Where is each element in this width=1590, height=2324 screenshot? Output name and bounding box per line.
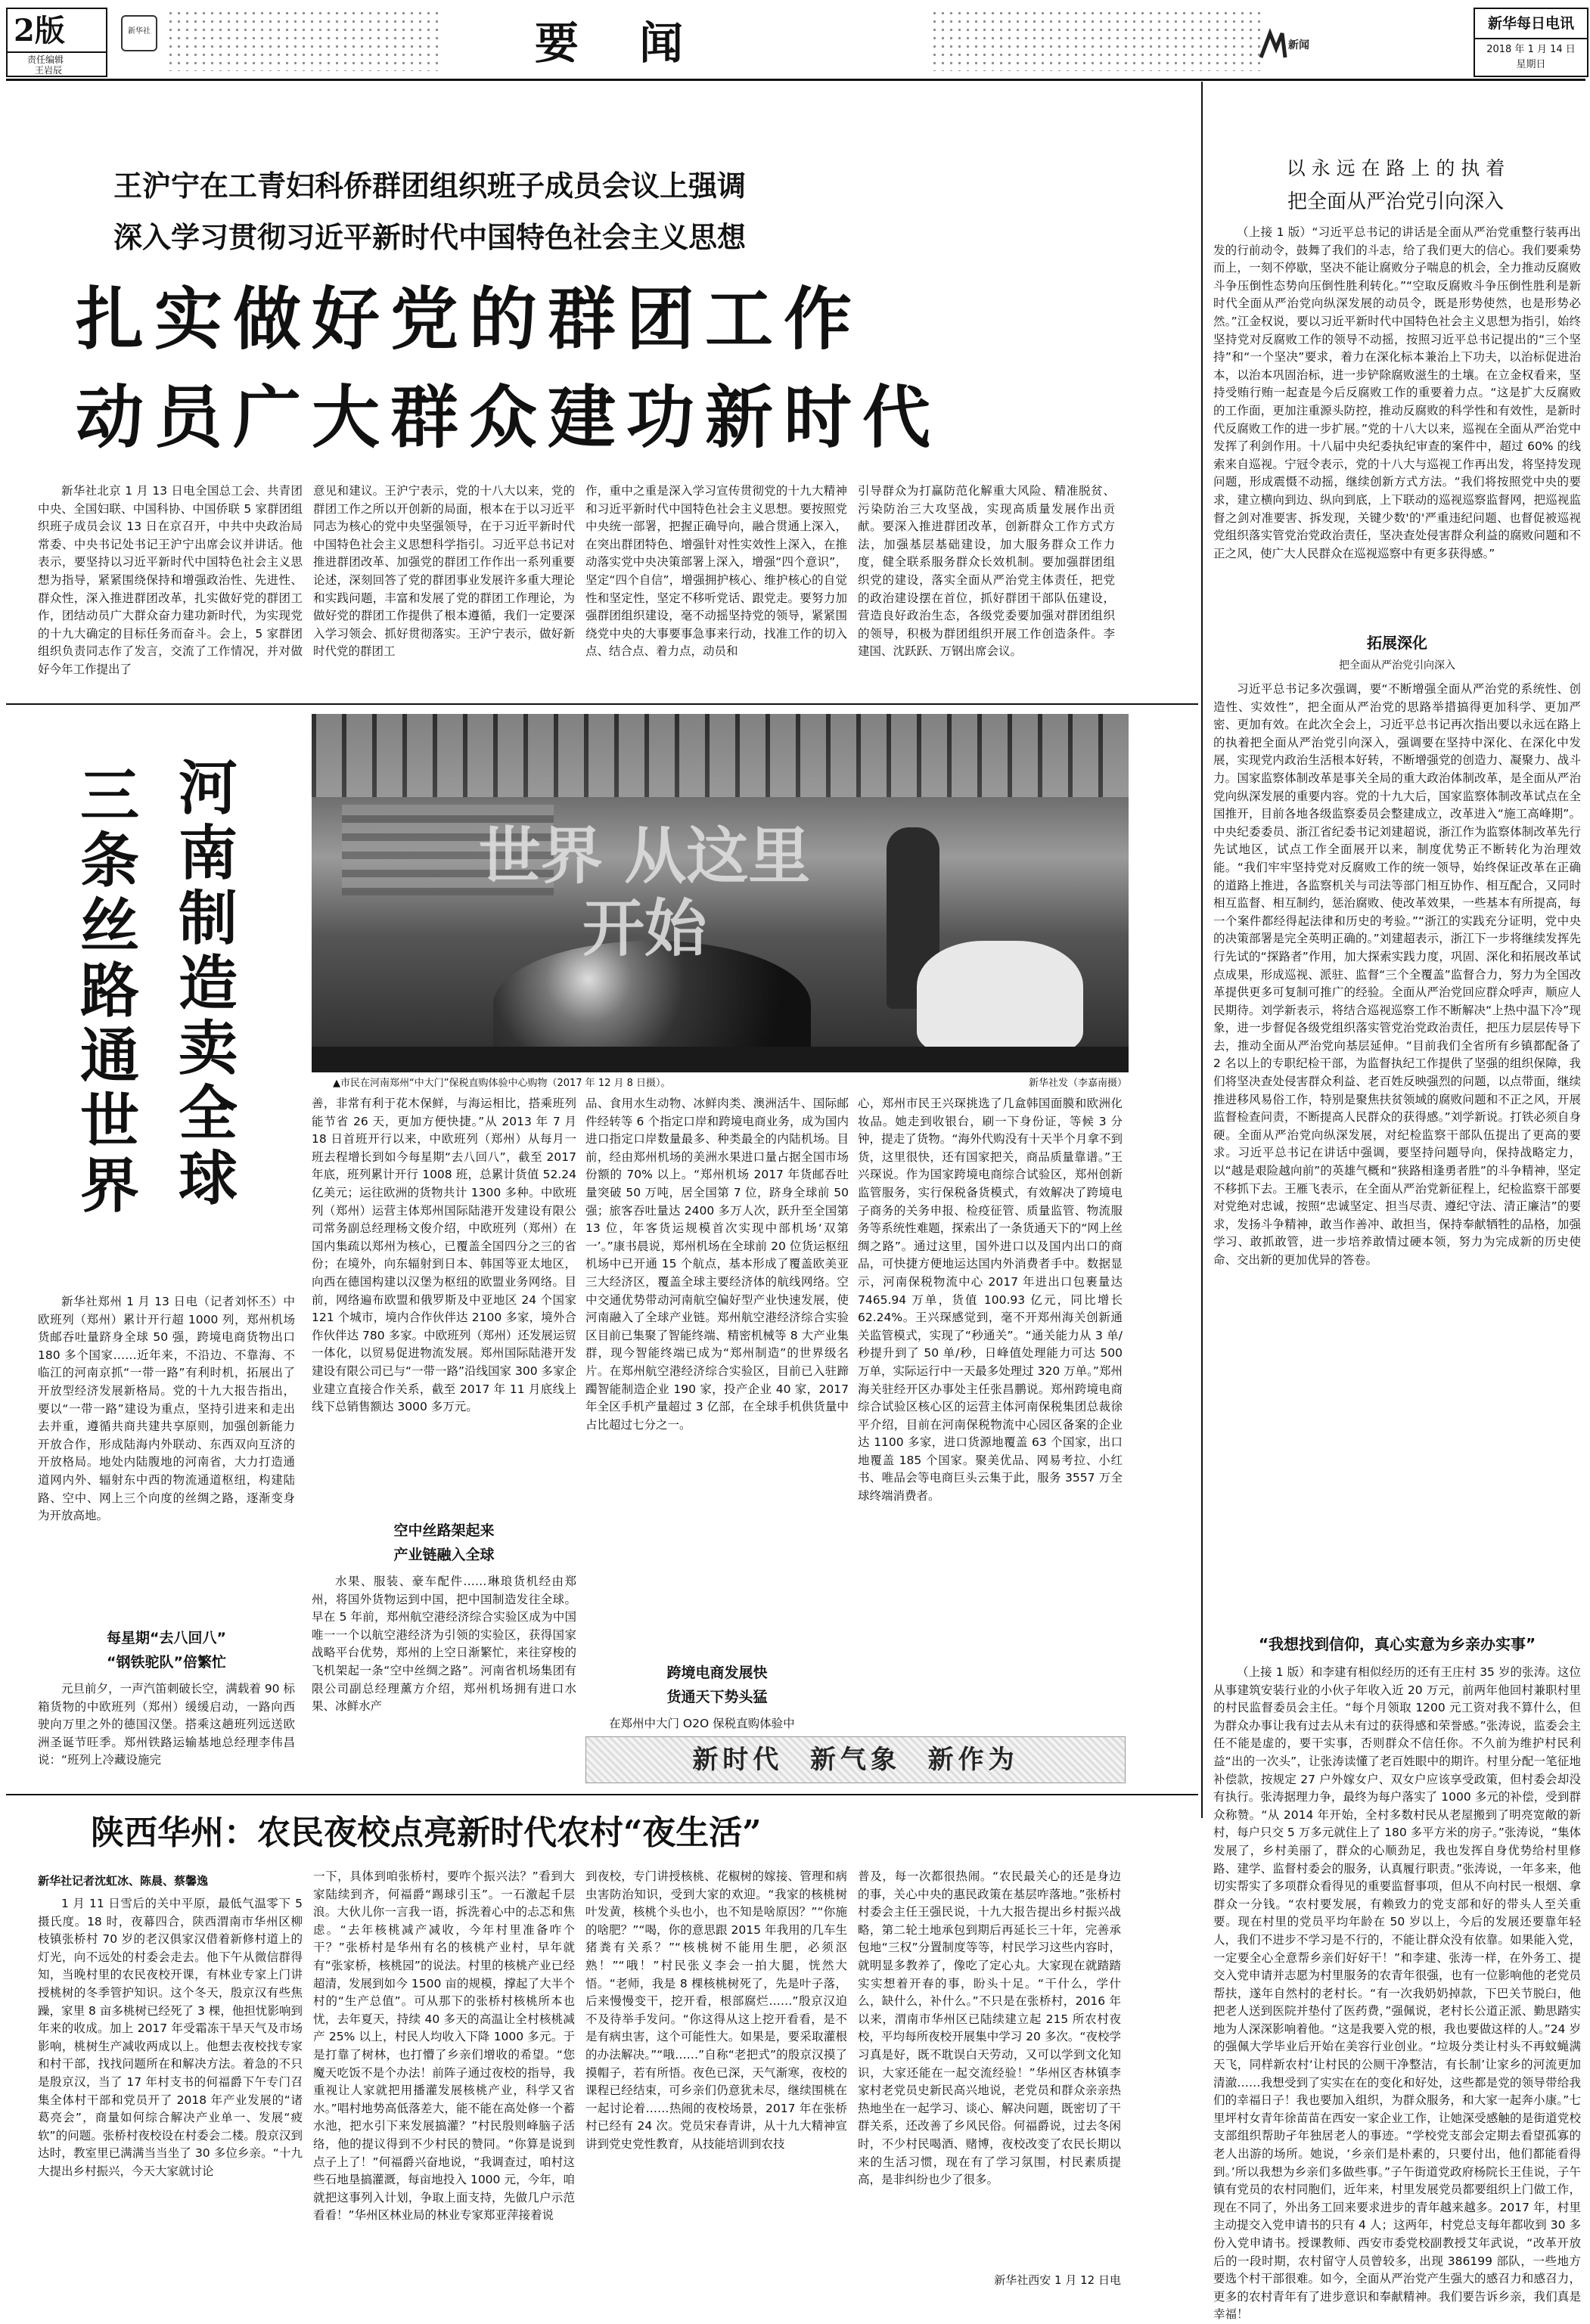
news-logo-icon (1259, 30, 1312, 61)
right-text-1-body: （上接 1 版）“习近平总书记的讲话是全面从严治党重整行装再出发的行前动令，鼓舞了我们的斗志，给了我们更大的信心。我们要乘势而上，一刻不停歇，坚决不能让腐败分子喘息的机会，全力推动反腐败斗争压倒性态势向压倒性胜利转化。”“空取反腐败斗争压倒性胜利是新时代全面从严治党向纵深发展的动员令，既是形势使然，也是形势必然。”江金权说，要以习近平新时代中国特色社会主义思想为指引，始终坚持党对反腐败工作的领导不动摇，按照习近平总书记提出的“三个坚持”和“一个坚决”要求，着力在深化标本兼治上下功夫，以治标促进治本，以治本巩固治标，进一步铲除腐败滋生的土壤。在立金权看来，坚持受贿行贿一起查是今后反腐败工作的重要着力点。“这是扩大反腐败的工作面，更加注重源头防控，推动反腐败的科学性和有效性，是新时代反腐败工作的进一步扩展。”党的十八大以来，巡视在全面从严治党中发挥了利剑作用。十八届中央纪委执纪审查的案件中，超过 60% 的线索来自巡视。宁冠令表示，党的十八大与巡视工作再出发，将坚持发现问题，形成震慑不动摇，继续创新方式方法。“我们将按照党中央的要求，建立横向到边、纵向到底，上下联动的巡视巡察监督网，把巡视监督之剑对准要害、拆发现，关键少数'的'严重违纪问题、也督促被巡视党组织落实管党治党政治责任，坚决查处侵害群众利益的腐败问题和不正之风，使广大人民群众在巡视巡察中有更多获得感。” (1213, 225, 1581, 560)
shaanxi-sign: 新华社西安 1 月 12 日电 (994, 2273, 1121, 2287)
shaanxi-col-3 (585, 1868, 847, 2290)
market-photo (312, 714, 1129, 1072)
henan-col-b-text: 善，非常有利于花木保鲜，与海运相比，搭乘班列能节省 26 天，更加方便快捷。”从 2013 年 7 月 18 日首班开行以来，中欧班列（郑州）从每月一班去程增长到如今每星期“去八回八”，截至 2017 年底，班列累计开行 1008 班，总累计货值 52.24 亿美元；运往欧洲的货物共计 1300 多种。中欧班列（郑州）运营主体郑州国际陆港开发建设有限公司常务副总经理杨文俊介绍，中欧班列（郑州）在国内集疏以郑州为核心，已覆盖全国四分之三的省份；在境外，向东辐射到日本、韩国等亚太地区，向西在德国构建以汉堡为枢纽的欧盟业务网络。目前，网络遍布欧盟和俄罗斯及中亚地区 24 个国家 121 个城市，境内合作伙伴达 2100 多家，境外合作伙伴达 780 多家。中欧班列（郑州）还发展运贸一体化，以贸易促进物流发展。郑州国际陆港开发建设有限公司已与“一带一路”沿线国家 300 多家企业建立直接合作关系，截至 2017 年 11 月底线上线下总销售额达 3000 多万元。 (312, 1097, 577, 1414)
shaanxi-col-2 (313, 1868, 575, 2290)
svg-text:新闻: 新闻 (1288, 39, 1309, 51)
henan-col-c (585, 1095, 849, 1643)
henan-sub-a1: 每星期“去八回八” (107, 1630, 226, 1646)
henan-col-c2-text: 在郑州中大门 O2O 保税直购体验中 (609, 1717, 795, 1730)
right-text-3-body: （上接 1 版）和李建有相似经历的还有王庄村 35 岁的张涛。这位从事建筑安装行业的小伙子年收入近 20 万元，前两年他回村兼职村里的村民监督委员会主任。“每个月领取 1200 元工资对我不算什么，但为群众办事让我有过去从未有过的获得感和荣誉感。”张涛说，监委会主任不能是虚的，要干实事，否则群众不信任你。不久前为维护村民利益“出的一次头”，让张涛读懂了老百姓眼中的期许。村里分配一笔征地补偿款，按规定 27 户外嫁女户、双女户应该享受政策，但村委会却没有执行。张涛据理力争，最终为每户落实了 1000 多元的补偿，受到群众称赞。“从 2014 年开始，全村多数村民从老屋搬到了明亮宽敞的新村，每户只交 5 万多元就住上了 180 多平方米的房子。”张涛说，“集体发展了，乡村美丽了，群众的心顺劲足，我也发挥自身优势给村里修路、建学、监督村委会的服务，认真履行职责。”张涛说，一年多来，他切实帮实了多项群众看得见的重要监督事项，但从不向村民一根烟、拿群众一分钱。“农村要发展，有赖致力的党支部和好的带头人至关重要。现在村里的党员平均年龄在 50 岁以上，今后的发展还要靠年轻人，我们不进步不学习是不行的，不能让群众没有依靠。如果能入党，一定要全心全意帮乡亲们好好干！”和李建、张涛一样，在外务工、提交入党申请并志愿为村里服务的农青年很强，也有一位影响他的老党员帮扶，遂年自然村的老村长。“有一次我奶奶掉款，下巴关节脱臼，他把老人送到医院并垫付了医药费，”强佩说，老村长公道正派、勤思踏实地为人深深影响着他。“这是我要入党的根，我也要做这样的人。”24 岁的强佩大学毕业后开始在美容行业创业。“垃圾分类让村头不再蚊蝇满天飞，同样新农村‘让村民的公厕干净整洁，有长制’让家乡的河流更加清澈……我想受到了实实在在的变化和好处，这些都是党的领导带给我们的幸福日子！我也要加入组织，为群众服务，和大家一起奔小康。”七里坪村女青年徐苗苗在西安一家企业工作，让她深受感触的是街道党校支部组织帮助孑年独居老人的事迹。“学校党支部会定期去看望孤寡的老人出游的场所。她说，‘乡亲们是朴素的，只要付出，他们都能看得到。’所以我想为乡亲们多做些事。”子午街道党政府杨院长王佳说，子午镇有党员的农村同胞们，近年来，村里发展党员都要组织上门做工作，现在不同了，外出务工回来要求进步的青年越来越多。2017 年，村里主动提交入党申请书的只有 4 人；这两年，村党总支每年都收到 30 多份入党申请书。授课教师、西安市委党校副教授艾年武说，“改革开放后的一段时期，农村留守人员曾较多，出现 386199 部队，一些地方要选个村干部很难。如今，全面从严治党产生强大的感召力和感召力，更多的农村青年有了进步意识和奉献精神。我们要告诉乡亲，我们真是幸福！ (1213, 1665, 1581, 2322)
photo-credit: 新华社发（李嘉南摄） (1028, 1078, 1127, 1089)
right-sub-1-small: 把全面从严治党引向深入 (1339, 659, 1455, 672)
henan-col-a-text: 新华社郑州 1 月 13 日电（记者刘怀丕）中欧班列（郑州）累计开行超 1000 列，郑州机场货邮吞吐量跻身全球 50 强，跨境电商货物出口 180 多个国家……近年来，不沿边、不靠海、不临江的河南京抓“一带一路”有利时机，拓展出了开放型经济发展新格局。党的十九大报告指出，要以“一带一路”建设为重点，坚持引进来和走出去并重，遵循共商共建共享原则，加强创新能力开放合作，形成陆海内外联动、东西双向互济的开放格局。地处内陆腹地的河南省，大力打造通道网内外、辐射东中西的物流通道枢纽，构建陆路、空中、网上三个向度的丝绸之路，逐渐变身为开放高地。 (38, 1295, 295, 1523)
masthead-dot-pattern-right (930, 9, 1263, 71)
slogan-banner-text: 新时代 新气象 新作为 (692, 1745, 1019, 1775)
right-text-1 (1213, 224, 1581, 617)
henan-col-b2-text: 水果、服装、豪车配件……琳琅货机经由郑州，将国外货物运到中国，把中国制造发往全球。早在 5 年前，郑州航空港经济综合实验区成为中国唯一一个以航空港经济为引领的实验区，获得国家战略平台优势，郑州的上空日渐繁忙，来往穿梭的飞机架起一条“空中丝绸之路”。河南省机场集团有限公司副总经理薰方介绍，郑州机场拥有进口水果、冰鲜水产 (312, 1575, 576, 1714)
lead-col-1-text: 新华社北京 1 月 13 日电全国总工会、共青团中央、全国妇联、中国科协、中国侨联 5 家群团组织班子成员会议 13 日在京召开，中共中央政治局常委、中央书记处书记王沪宁出席会议并讲话。他表示，要坚持以习近平新时代中国特色社会主义思想为指导，紧紧围绕保持和增强政治性、先进性、群众性，深入推进群团改革，扎实做好党的群团工作，团结动员广大群众奋力建功新时代，为实现党的十九大确定的目标任务而奋斗。会上，5 家群团组织负责同志作了发言，交流了工作情况，并对做好今年工作提出了 (38, 484, 303, 676)
page-number-box (6, 8, 107, 77)
henan-sub-a2: “钢铁驼队”倍繁忙 (107, 1654, 226, 1671)
shaanxi-col-2-text: 一下，具体到咱张桥村，要咋个振兴法？”看到大家陆续到齐，何福爵“踢球引玉”。一石激起千层浪。大伙儿你一言我一语，拆洗着心中的忐忑和焦虑。“去年核桃减产减收，今年村里准备咋个干？”张桥村是华州有名的核桃产业村，早年就有“张家桥，核桃园”的说法。村里的核桃产业已经超清，发展到如今 1500 亩的规模，撑起了大半个村的“生产总值”。可从那下的张桥村核桃所本也忧，去年夏天，持续 40 多天的高温让全村核桃减产 25% 以上，村民人均收入下降 1000 多元。于是打靠了树林，也打懵了乡亲们增收的希望。“您魔天吃饭不是个办法！前阵子通过夜校的指导，我重视让人家就把用播灌发展核桃产业，科学又省水。”唱村地势高低落差大，能不能在高处修一个蓄水池，把水引下来发展搞灌？”村民殷则峰脑子活络，他的提议得到不少村民的赞同。“你算是说到点子上了！”何福爵兴奋地说，“我调查过，咱村这些石地垦搞灌溉，每亩地投入 1000 元，今年，咱就把这事列入计划，争取上面支持，先做几户示范看看！”华州区林业局的林业专家郑亚萍接着说 (313, 1869, 575, 2223)
masthead-rule (6, 79, 1585, 81)
shaanxi-col-1 (38, 1895, 303, 2290)
henan-col-c-text: 品、食用水生动物、冰鲜肉类、澳洲活牛、国际邮件经转等 6 个指定口岸和跨境电商业务，成为国内进口指定口岸数量最多、种类最全的内陆机场。目前，经由郑州机场的美洲水果进口量占据全国市场份额的 70% 以上。“郑州机场 2017 年货邮吞吐量突破 50 万吨，居全国第 7 位，跻身全球前 50 强；旅客吞吐量达 2400 多万人次，跃升至全国第 13 位，年客货运规模首次实现中部机场‘双第一’。”康书晨说，郑州机场在全球前 20 位货运枢纽机场中已开通 15 个航点，基本形成了覆盖欧美亚三大经济区，覆盖全球主要经济体的航线网络。空中交通优势带动河南航空偏好型产业快速发展，使河南融入了全球产业链。郑州航空港经济综合实验区目前已集聚了智能终端、精密机械等 8 大产业集群，现今智能终端已成为“郑州制造”的世界级名片。在郑州航空港经济综合实验区，目前已入驻蹄躅智能制造企业 190 家，投产企业 40 家，2017 年全区手机产量超过 3 亿部，在全球手机供货量中占比超过七分之一。 (585, 1097, 849, 1432)
lead-title-2: 动员广大群众建功新时代 (76, 378, 941, 458)
henan-title-1: 河南制造卖全球 (178, 754, 238, 1213)
issue-weekday: 星期日 (1516, 59, 1546, 70)
issue-date: 2018 年 1 月 14 日 (1486, 44, 1576, 55)
shaanxi-col-3-text: 到夜校，专门讲授核桃、花椒树的嫁接、管理和病虫害防治知识，受到大家的欢迎。“我家的核桃树叶发黄，核桃个头也小，也不知是啥原因？”“你施的啥肥？”“喝，你的意思跟 2015 年我用的几车生猪粪有关系？”“核桃树不能用生肥，必须沤熟！”“哦！”村民张义李会一拍大腿，恍然大悟。“老师，我是 8 棵核桃树死了，先是叶子落，后来慢慢变干，挖开看，根部腐烂……”殷京汉迫不及待举手发问。“你这得从这上挖开看看，是不是有病虫害，这个可能性大。如果是，要采取灌根的办法解决。”“哦……”自称“老把式”的殷京汉摸了摸帽子，若有所悟。夜色已深，天气渐寒，夜校的课程已经结束，可乡亲们仍意犹未尽，继续围桃在一起讨论着……热闹的夜校场景，2017 年在张桥村已经有 24 次。党员宋春青讲，从十九大精神宣讲到党史党性教育，从技能培训到农技 (585, 1869, 847, 2151)
lead-subtitle-2: 深入学习贯彻习近平新时代中国特色社会主义思想 (113, 220, 747, 254)
lead-col-1 (38, 482, 303, 697)
henan-col-b2 (312, 1573, 576, 1771)
right-text-2-body: 习近平总书记多次强调，要“不断增强全面从严治党的系统性、创造性、实效性”，把全面从严治党的思路举措搞得更加科学、更加严密、更加有效。在此次全会上，习近平总书记再次指出要以永远在路上的执着把全面从严治党引向深入，强调要在坚持中深化、在深化中发展，实现党内政治生活根本好转，不断增强党的创造力、凝聚力、战斗力。国家监察体制改革是事关全局的重大政治体制改革，是全面从严治党向纵深发展的重要内容。党的十九大后，国家监察体制改革试点在全国推开，目前各地各级监察委员会整建成立，改革进入“施工高峰期”。中央纪委委员、浙江省纪委书记刘建超说，浙江作为监察体制改革先行先试地区，试点工作全面展开以来，制度优势正不断转化为治理效能。“我们牢牢坚持党对反腐败工作的统一领导，始终保证改革在正确的道路上推进，各监察机关与司法等部门相互协作、相互配合，又同时相互监督、相互制约，惩治腐败、使改革效果，一些基本有所提高，每一个案件都经得起法律和历史的考验。”“浙江的实践充分证明，党中央的决策部署是完全英明正确的。”刘建超表示，浙江下一步将继续发挥先行先试的“探路者”作用，加大探索实践力度，巩固、深化和拓展改革试点成果，形成巡视、派驻、监督“三个全覆盖”监督合力，努力为全国改革提供更多可复制可推广的经验。全面从严治党回应群众呼声，顺应人民期待。刘学新表示，将结合巡视巡察工作不断解决“上热中温下冷”现象，进一步督促各级党组织落实管党治党政治责任，把压力层层传导下去，推动全面从严治党向基层延伸。“目前我们全省所有乡镇都配备了 2 名以上的专职纪检干部，为监督执纪工作提供了坚强的组织保障，我们将坚决查处侵害群众利益、老百姓反映强烈的问题，以点带面，继续推进移风易俗工作，特别是聚焦扶贫领域的腐败问题和不正之风，开展监督检查问责，不断提高人民群众的获得感。”刘学新说。打铁必须自身硬。全面从严治党向纵深发展，对纪检监察干部队伍提出了更高的要求。习近平总书记在讲话中强调，要坚持问题导向，保持战略定力，以“越是艰险越向前”的英雄气概和“狭路相逢勇者胜”的斗争精神，坚定不移抓下去。王雁飞表示，在全面从严治党新征程上，纪检监察干部要对党绝对忠诚，按照“忠诚坚定、担当尽责、遵纪守法、清正廉洁”的要求，发扬斗争精神，敢当作善冲、敢担当，保持奉献牺牲的品格，加强学习、敢抓敢管，进一步培养敢情过硬本领，努力为完成新的历史使命、交出新的更加优异的答卷。 (1213, 682, 1581, 1267)
henan-col-c2 (585, 1715, 849, 1738)
henan-col-a2 (38, 1680, 295, 1771)
slogan-banner (585, 1736, 1126, 1783)
shaanxi-col-1-text: 1 月 11 日雪后的关中平原，最低气温零下 5 摄氏度。18 时，夜幕四合，陕西渭南市华州区柳枝镇张桥村 70 岁的老汉俱家汉借着新修村道上的灯光，向不远处的村委会走去。他下午从微信群得知，当晚村里的农民夜校开课，有林业专家上门讲授桃树的冬季管护知识。这个冬天，殷京汉有些焦躁，家里 8 亩多桃树已经死了 3 棵，他担忧影响到年来的收成。加上 2017 年受霜冻干旱天气及市场影响，桃树生产减收两成以上。他想去夜校找专家和村干部，找找问题所在和解决方法。着急的不只是殷京汉，当了 17 年村支书的何福爵下午专门召集全体村干部和党员开了 2018 年产业发展的“诸葛亮会”，商量如何综合解决产业单一、发展“疲软”的问题。张桥村夜校设在村委会二楼。殷京汉到达时，教室里已满满当当坐了 30 多位乡亲。“十九大提出乡村振兴，今天大家就讨论 (38, 1897, 303, 2178)
right-sub-2: “我想找到信仰，真心实意为乡亲办实事” (1258, 1635, 1536, 1653)
lead-col-4-text: 引导群众为打赢防范化解重大风险、精准脱贫、污染防治三大攻坚战，实现高质量发展作出贡献。要深入推进群团改革，创新群众工作方式方法，加强基层基础建设，加大服务群众工作力度，健全联系服务群众长效机制。要加强群团组织党的建设，落实全面从严治党主体责任，把党的政治建设摆在首位，抓好群团干部队伍建设，营造良好政治生态，各级党委要加强对群团组织的领导，积极为群团组织开展工作创造条件。李建国、沈跃跃、万钢出席会议。 (858, 484, 1115, 659)
right-text-3 (1213, 1664, 1581, 2322)
shaanxi-title: 陕西华州：农民夜校点亮新时代农村“夜生活” (91, 1814, 762, 1852)
henan-title-2: 三条丝路通世界 (79, 762, 139, 1221)
main-vertical-rule (1201, 82, 1203, 1818)
xinhua-mark: 新华社 (128, 27, 151, 36)
masthead-right-box (1474, 8, 1588, 77)
photo-sign-text: 世界 从这里开始 (478, 820, 811, 965)
lead-col-2-text: 意见和建议。王沪宁表示，党的十八大以来，党的群团工作之所以开创新的局面，根本在于以习近平同志为核心的党中央坚强领导，在于习近平新时代中国特色社会主义思想科学指引。习近平总书记对推进群团改革、加强党的群团工作作出一系列重要论述，深刻回答了党的群团事业发展许多重大理论和实践问题，丰富和发展了党的群团工作理论，为做好党的群团工作提供了根本遵循，我们一定要深入学习领会、抓好贯彻落实。王沪宁表示，做好新时代党的群团工 (313, 484, 575, 659)
photo-caption: ▲市民在河南郑州“中大门”保税直购体验中心购物（2017 年 12 月 8 日摄）。 (333, 1078, 671, 1089)
editor-label: 责任编辑 (27, 54, 64, 65)
lead-col-3 (585, 482, 847, 697)
shaanxi-byline: 新华社记者沈虹冰、陈晨、蔡馨逸 (38, 1874, 209, 1888)
right-subtitle-2: 把全面从严治党引向深入 (1287, 191, 1504, 213)
page-number: 2版 (14, 13, 65, 48)
lead-col-4 (858, 482, 1115, 697)
henan-sub-b1: 空中丝路架起来 (393, 1522, 495, 1539)
lead-col-2 (313, 482, 575, 697)
xinhua-logo (121, 15, 157, 51)
shaanxi-col-4 (858, 1868, 1121, 2269)
henan-sub-b2: 产业链融入全球 (393, 1547, 495, 1563)
news-logo (1259, 30, 1312, 61)
right-subtitle-1: 以 永 远 在 路 上 的 执 着 (1286, 157, 1505, 179)
henan-col-d (858, 1095, 1123, 1730)
henan-col-b (312, 1095, 576, 1513)
lead-bottom-rule (6, 703, 1198, 705)
masthead-dot-pattern (166, 9, 439, 71)
lead-subtitle-1: 王沪宁在工青妇科侨群团组织班子成员会议上强调 (113, 169, 747, 203)
shaanxi-top-rule (6, 1794, 1198, 1795)
right-sub-1: 拓展深化 (1367, 634, 1427, 652)
brand-name: 新华每日电讯 (1487, 15, 1574, 32)
right-text-2 (1213, 681, 1581, 1618)
section-title: 要 闻 (534, 17, 706, 69)
henan-col-a2-text: 元旦前夕，一声汽笛刺破长空，满载着 90 标箱货物的中欧班列（郑州）缓缓启动，一路向西驶向万里之外的德国汉堡。搭乘这趟班列远送欧洲圣诞节旺季。郑州铁路运输基地总经理李伟昌说：“班列上冷藏设施完 (38, 1682, 295, 1767)
henan-col-d-text: 心，郑州市民王兴琛挑选了几盒韩国面膜和欧洲化妆品。她走到收银台，刷一下身份证，等候 3 分钟，提走了货物。“海外代购没有十天半个月拿不到货，这里很快，还有国家把关，商品质量靠谱。”王兴琛说。作为国家跨境电商综合试验区，郑州创新监管服务，实行保税备货模式，有效解决了跨境电子商务的关务申报、检疫征管、质量监管、物流服务等系统性难题，探索出了一条货通天下的“网上丝绸之路”。通过这里，国外进口以及国内出口的商品，可快捷方便地运达国内外消费者手中。数据显示，河南保税物流中心 2017 年进出口包裹量达 7465.94 万单，货值 100.93 亿元，同比增长 62.24%。王兴琛感觉到，毫不开郑州海关创新通关监管模式，实现了“秒通关”。“通关能力从 3 单/秒提升到了 50 单/秒，日峰值处理能力可达 500 万单，实际运行中一天最多处理过 320 万单。”郑州海关驻经开区办事处主任张昌鹏说。郑州跨境电商综合试验区核心区的运营主体河南保税集团总裁徐平介绍，目前在河南保税物流中心园区备案的企业达 1100 多家，进口货源地覆盖 63 个国家，出口地覆盖 185 个国家。聚美优品、网易考拉、小红书、唯品会等电商巨头云集于此，服务 3557 万全球终端消费者。 (858, 1097, 1123, 1503)
lead-col-3-text: 作，重中之重是深入学习宣传贯彻党的十九大精神和习近平新时代中国特色社会主义思想。要按照党中央统一部署，把握正确导向，融合贯通上深入，在突出群团特色、增强针对性实效性上深入，在推动落实党中央决策部署上深入，增强“四个意识”，坚定“四个自信”，增强拥护核心、维护核心的自觉性和坚定性，坚定不移听党话、跟党走。要努力加强群团组织建设，毫不动摇坚持党的领导，紧紧围绕党中央的大事要事急事来行动，找准工作的切入点、结合点、着力点，动员和 (585, 484, 847, 659)
lead-title-1: 扎实做好党的群团工作 (76, 280, 862, 359)
editor-name: 王岩辰 (35, 65, 63, 76)
shaanxi-col-4-text: 普及，每一次都很热闹。“农民最关心的还是身边的事，关心中央的惠民政策在基层咋落地。”张桥村村委会主任王强民说，十九大报告提出乡村振兴战略，第二轮土地承包到期后再延长三十年，完善承包地“三权”分置制度等等，村民学习这些内容时，就明显多教养了，像吃了定心丸。大家现在就踏踏实实想着开春的事，盼头十足。“干什么，学什么，缺什么，补什么。”不只是在张桥村，2016 年以来，渭南市华州区已陆续建立起 215 所农村夜校，平均每所夜校开展集中学习 20 多次。“夜校学习真是好，既不耽误白天劳动，又可以学到文化知识，大家还能在一起交流经验！”华州区杏林镇李家村老党员史新民高兴地说，老党员和群众亲亲热热地坐在一起学习、谈心、解决问题，既密切了干群关系，还改善了乡风民俗。何福爵说，过去冬闲时，不少村民喝酒、赌博，夜校改变了农民长期以来的生活习惯，现在有了学习氛围，村民素质提高，是非纠纷也少了很多。 (858, 1869, 1121, 2187)
henan-sub-c2: 货通天下势头猛 (666, 1689, 768, 1705)
henan-sub-c1: 跨境电商发展快 (666, 1665, 768, 1681)
henan-col-a (38, 1293, 295, 1618)
